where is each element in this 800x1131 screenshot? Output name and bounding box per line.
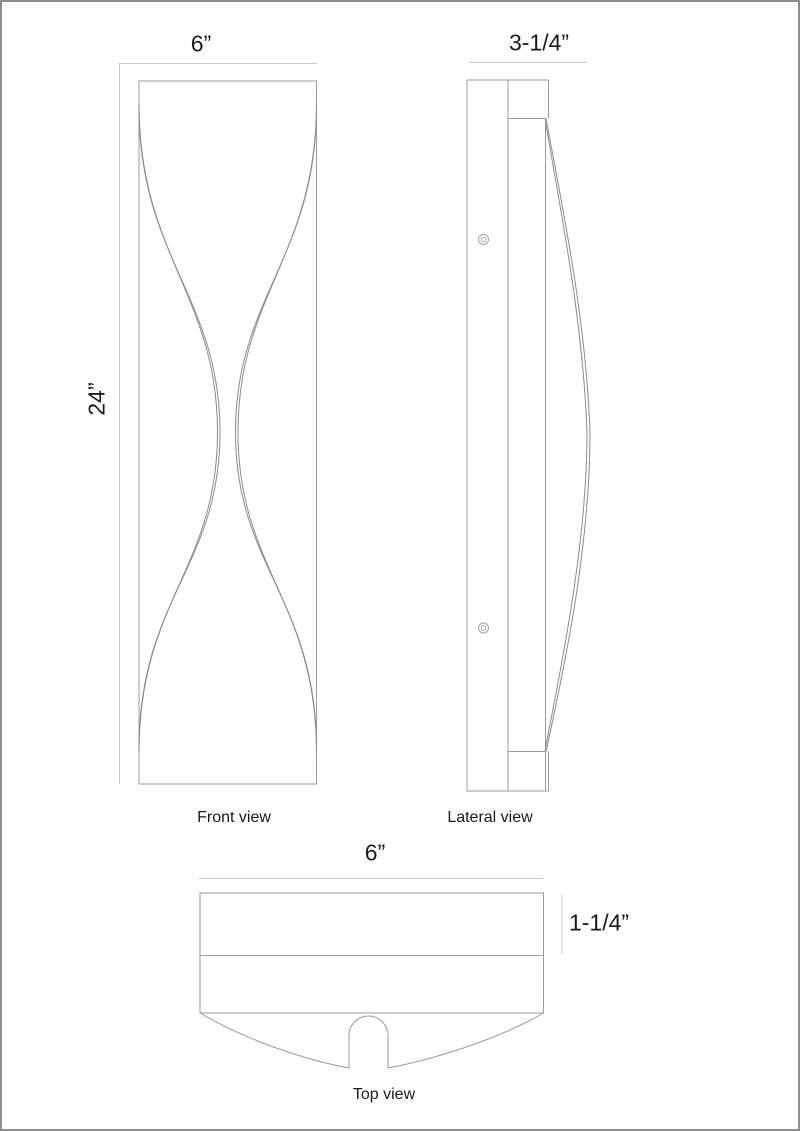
front-shade-curve-left-inner [139,107,220,749]
front-view-label: Front view [197,809,271,826]
front-shade-curve-right-inner [236,107,317,749]
lateral-shade-curves [546,119,591,752]
front-width-dimension: 6” [190,30,212,57]
lateral-shade-curve-outer [546,119,590,752]
top-width-dimension: 6” [364,839,386,866]
top-view-body-outline [200,893,544,1013]
lateral-view-label: Lateral view [447,809,533,826]
lateral-view [467,80,549,791]
top-depth-dimension: 1-1/4” [568,909,630,936]
screw-icon-bottom [479,623,489,633]
lateral-depth-dimension: 3-1/4” [508,29,570,56]
top-view [200,893,544,1068]
front-view-shade-curves [139,103,317,753]
screw-icon-top [479,235,489,245]
top-view-shade-outline [200,1013,544,1068]
front-view-outline [139,81,317,784]
top-view-label: Top view [352,1086,416,1103]
front-height-dimension: 24” [83,382,110,416]
front-view [139,81,317,784]
